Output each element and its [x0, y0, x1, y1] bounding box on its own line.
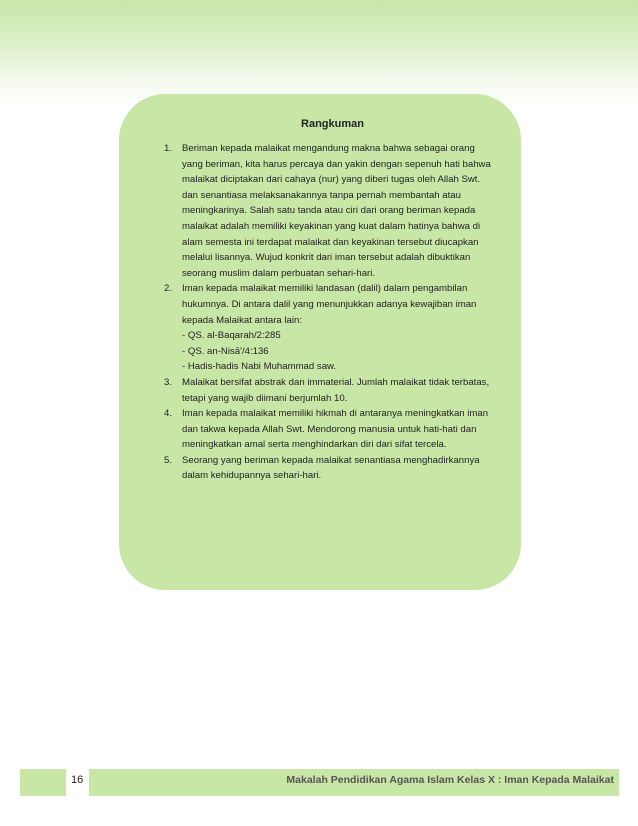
item-number: 3. [164, 376, 173, 388]
dalil-line-3: - Hadis-hadis Nabi Muhammad saw. [182, 361, 337, 373]
footer-title: Makalah Pendidikan Agama Islam Kelas X : Iman Kepada Malaikat [286, 774, 614, 786]
item-number: 2. [164, 283, 173, 295]
item-text: Seorang yang beriman kepada malaikat senantiasa menghadirkannya dalam kehidupannya sehari-hari. [182, 454, 480, 482]
item-number: 5. [164, 454, 173, 466]
header-gradient-band [0, 0, 638, 105]
footer-left-block [20, 769, 66, 796]
item-text: Beriman kepada malaikat mengandung makna bahwa sebagai orang yang beriman, kita harus percaya dan yakin dengan sepenuh hati bahwa malaikat diciptakan dari cahaya (nur) yang diberi tugas oleh Allah Swt. dan senantiasa melaksanakannya tanpa pernah membantah atau meningkarinya. Salah satu tanda atau ciri dari orang beriman kepada malaikat adalah memiliki keyakinan yang kuat dalam hatinya bahwa di alam semesta ini terdapat malaikat dan keyakinan tersebut diucapkan melalui lisannya. Wujud konkrit dari iman tersebut adalah dibuktikan seorang muslim dalam perbuatan sehari-hari. [182, 143, 491, 279]
summary-item-5 [164, 453, 493, 484]
page-number: 16 [71, 774, 84, 786]
item-text: Iman kepada malaikat memiliki hikmah di antaranya meningkatkan iman dan takwa kepada Allah Swt. Mendorong manusia untuk hati-hati dan meningkatkan amal serta menghindarkan diri dari sifat tercela. [182, 408, 489, 451]
summary-item-1 [164, 141, 493, 281]
summary-title: Rangkuman [301, 118, 364, 130]
item-number: 4. [164, 408, 173, 420]
item-number: 1. [164, 143, 173, 154]
item-text: Iman kepada malaikat memiliki landasan (dalil) dalam pengambilan hukumnya. Di antara dalil yang menunjukkan adanya kewajiban iman kepada Malaikat antara lain: [182, 283, 477, 326]
summary-item-3 [164, 375, 493, 406]
summary-box [119, 94, 521, 590]
summary-item-4 [164, 406, 493, 453]
item-text: Malaikat bersifat abstrak dan immaterial. Jumlah malaikat tidak terbatas, tetapi yang wajib diimani berjumlah 10. [182, 376, 490, 404]
dalil-line-2: - QS. an-Nisā'/4:136 [182, 345, 269, 357]
summary-list [164, 141, 493, 484]
summary-item-2 [164, 281, 493, 375]
dalil-line-1: - QS. al-Baqarah/2:285 [182, 330, 281, 342]
